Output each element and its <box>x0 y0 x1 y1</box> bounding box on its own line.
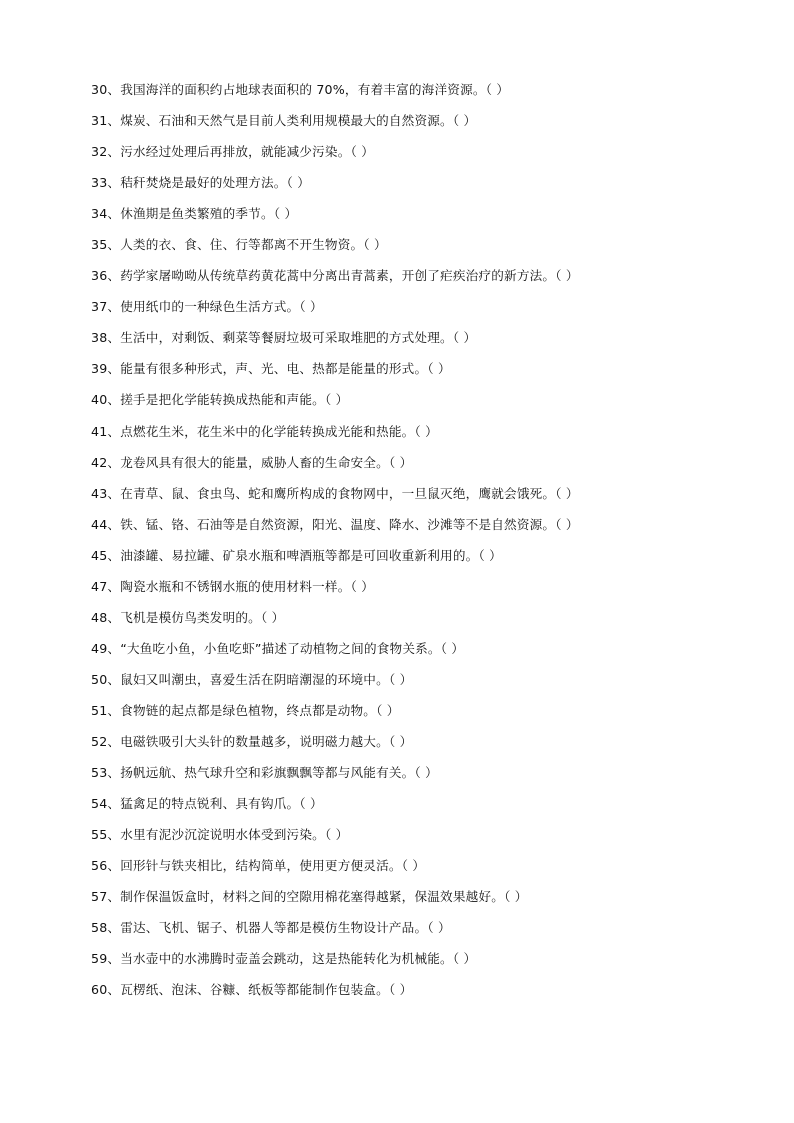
question-58: 58、雷达、飞机、锯子、机器人等都是模仿生物设计产品。（ ） <box>91 920 451 936</box>
question-47: 47、陶瓷水瓶和不锈钢水瓶的使用材料一样。（ ） <box>91 578 374 594</box>
question-57: 57、制作保温饭盒时，材料之间的空隙用棉花塞得越紧，保温效果越好。（ ） <box>91 889 528 905</box>
question-35: 35、人类的衣、食、住、行等都离不开生物资。（ ） <box>91 237 387 253</box>
question-54: 54、猛禽足的特点锐利、具有钩爪。（ ） <box>91 796 323 812</box>
question-42: 42、龙卷风具有很大的能量，威胁人畜的生命安全。（ ） <box>91 454 413 470</box>
question-50: 50、鼠妇又叫潮虫，喜爱生活在阴暗潮湿的环境中。（ ） <box>91 671 413 687</box>
question-60: 60、瓦楞纸、泡沫、谷糠、纸板等都能制作包装盒。（ ） <box>91 982 413 998</box>
question-36: 36、药学家屠呦呦从传统草药黄花蒿中分离出青蒿素，开创了疟疾治疗的新方法。（ ） <box>91 268 579 284</box>
question-44: 44、铁、锰、铬、石油等是自然资源，阳光、温度、降水、沙滩等不是自然资源。（ ） <box>91 516 579 532</box>
question-49: 49、“大鱼吃小鱼，小鱼吃虾”描述了动植物之间的食物关系。（ ） <box>91 640 465 656</box>
question-55: 55、水里有泥沙沉淀说明水体受到污染。（ ） <box>91 827 349 843</box>
question-list <box>91 80 751 1011</box>
question-45: 45、油漆罐、易拉罐、矿泉水瓶和啤酒瓶等都是可回收重新利用的。（ ） <box>91 547 502 563</box>
question-33: 33、秸秆焚烧是最好的处理方法。（ ） <box>91 175 311 191</box>
question-52: 52、电磁铁吸引大头针的数量越多，说明磁力越大。（ ） <box>91 733 413 749</box>
question-56: 56、回形针与铁夹相比，结构简单，使用更方便灵活。（ ） <box>91 858 426 874</box>
question-41: 41、点燃花生米，花生米中的化学能转换成光能和热能。（ ） <box>91 423 438 439</box>
question-37: 37、使用纸巾的一种绿色生活方式。（ ） <box>91 299 323 315</box>
question-53: 53、扬帆远航、热气球升空和彩旗飘飘等都与风能有关。（ ） <box>91 765 438 781</box>
question-30: 30、我国海洋的面积约占地球表面积的 70%，有着丰富的海洋资源。（ ） <box>91 82 510 97</box>
question-59: 59、当水壶中的水沸腾时壶盖会跳动，这是热能转化为机械能。（ ） <box>91 951 477 967</box>
question-38: 38、生活中，对剩饭、剩菜等餐厨垃圾可采取堆肥的方式处理。（ ） <box>91 330 477 346</box>
question-34: 34、休渔期是鱼类繁殖的季节。（ ） <box>91 206 298 222</box>
question-32: 32、污水经过处理后再排放，就能减少污染。（ ） <box>91 144 374 160</box>
question-39: 39、能量有很多种形式，声、光、电、热都是能量的形式。（ ） <box>91 361 451 377</box>
question-48: 48、飞机是模仿鸟类发明的。（ ） <box>91 609 285 625</box>
question-51: 51、食物链的起点都是绿色植物，终点都是动物。（ ） <box>91 702 400 718</box>
question-43: 43、在青草、鼠、食虫鸟、蛇和鹰所构成的食物网中，一旦鼠灭绝，鹰就会饿死。（ ） <box>91 485 579 501</box>
question-40: 40、搓手是把化学能转换成热能和声能。（ ） <box>91 392 349 408</box>
question-31: 31、煤炭、石油和天然气是目前人类利用规模最大的自然资源。（ ） <box>91 113 477 129</box>
